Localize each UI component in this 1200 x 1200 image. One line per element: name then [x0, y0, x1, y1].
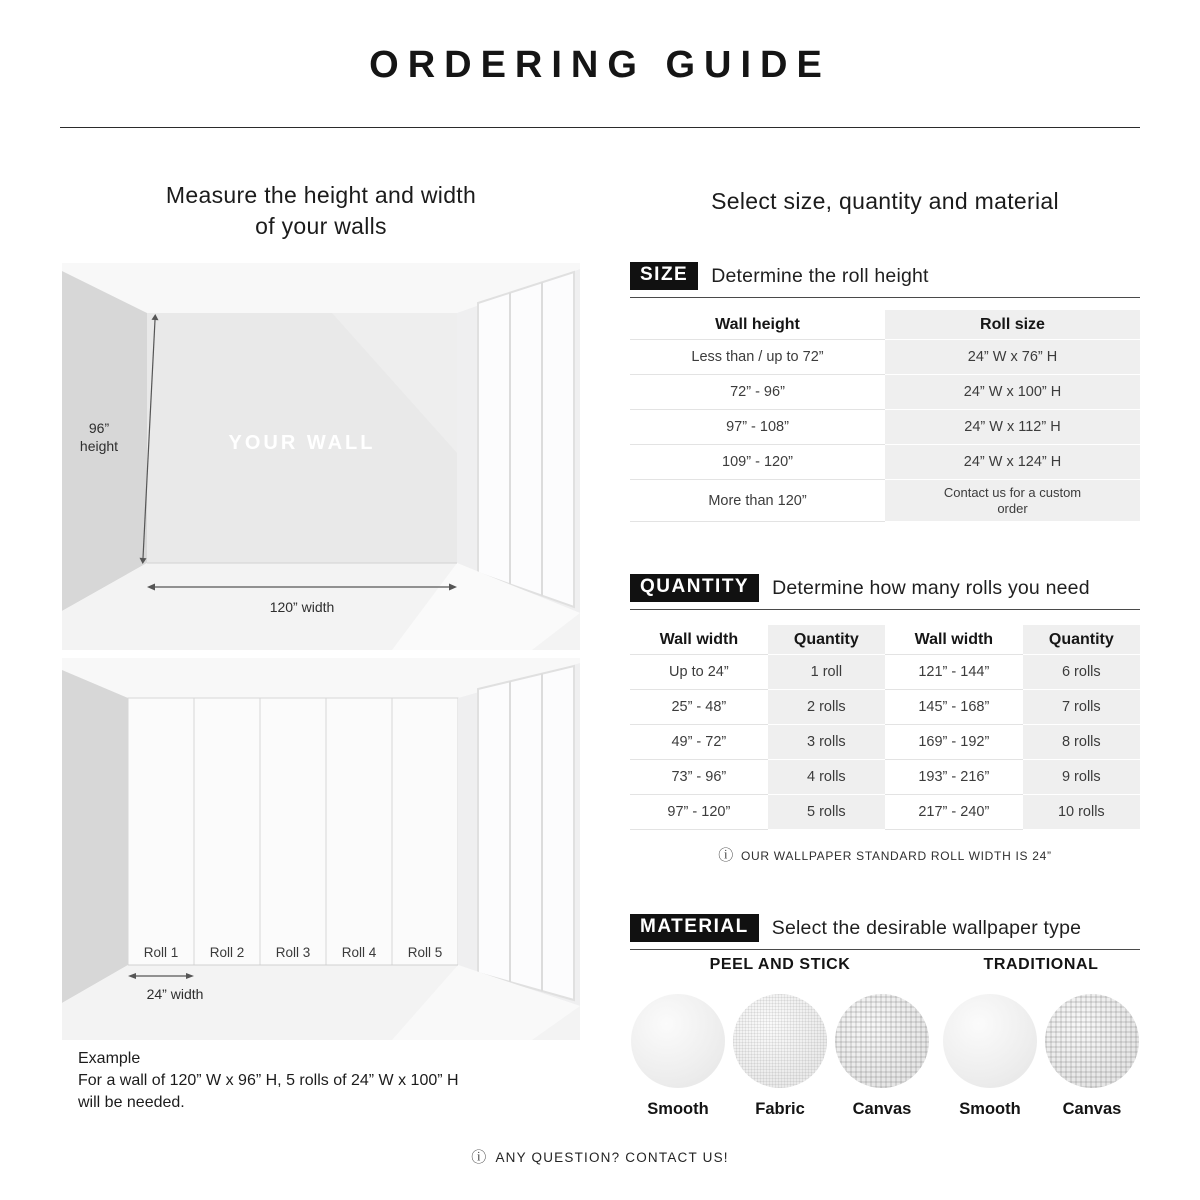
material-options — [630, 956, 1140, 1119]
quantity-cell: 8 rolls — [1023, 725, 1140, 760]
quantity-cell: 10 rolls — [1023, 795, 1140, 830]
size-table — [630, 310, 1140, 522]
quantity-table-row — [630, 760, 1140, 795]
example-note — [78, 1048, 459, 1114]
qty-col-quantity: Quantity — [768, 625, 885, 655]
your-wall-label: YOUR WALL — [228, 432, 376, 454]
quantity-subtitle: Determine how many rolls you need — [772, 576, 1090, 599]
size-subtitle: Determine the roll height — [711, 264, 929, 287]
height-dimension-word: height — [79, 438, 119, 454]
quantity-table — [630, 625, 1140, 830]
roll-panel — [260, 698, 326, 965]
size-col-wall-height: Wall height — [630, 310, 885, 340]
swatch-row — [630, 994, 930, 1119]
smooth-texture-sample — [631, 994, 725, 1088]
smooth-texture-sample — [943, 994, 1037, 1088]
swatch-label: Smooth — [959, 1100, 1021, 1118]
quantity-table-row — [630, 655, 1140, 690]
example-line1: For a wall of 120” W x 96” H, 5 rolls of 24” W x 100” H — [78, 1072, 459, 1089]
swatch-label: Smooth — [647, 1100, 709, 1118]
qty-col-wall-width: Wall width — [885, 625, 1023, 655]
roll-size-cell: 24” W x 124” H — [885, 445, 1140, 480]
swatch-row — [942, 994, 1140, 1119]
roll-label: Roll 2 — [209, 945, 245, 960]
page-title: ORDERING GUIDE — [369, 44, 831, 86]
swatch-label: Canvas — [1062, 1100, 1122, 1118]
info-icon: ⓘ — [718, 847, 734, 864]
quantity-cell: 4 rolls — [768, 760, 885, 795]
wall-height-cell: Less than / up to 72” — [630, 340, 885, 375]
quantity-cell: 7 rolls — [1023, 690, 1140, 725]
material-group-peel-and-stick — [630, 956, 930, 1119]
wall-width-cell: 73” - 96” — [630, 760, 768, 795]
roll-size-cell: 24” W x 100” H — [885, 375, 1140, 410]
wall-width-cell: 169” - 192” — [885, 725, 1023, 760]
swatch-canvas — [1044, 994, 1140, 1119]
right-column-heading: Select size, quantity and material — [711, 188, 1059, 214]
swatch-smooth — [942, 994, 1038, 1119]
size-col-roll-size: Roll size — [885, 310, 1140, 340]
roll-panel — [194, 698, 260, 965]
wall-height-cell: 109” - 120” — [630, 445, 885, 480]
roll-size-cell: 24” W x 76” H — [885, 340, 1140, 375]
left-column-heading — [62, 180, 580, 242]
size-table-row — [630, 340, 1140, 375]
quantity-table-row — [630, 690, 1140, 725]
quantity-table-row — [630, 725, 1140, 760]
wall-height-cell: More than 120” — [630, 480, 885, 522]
info-icon: ⓘ — [471, 1149, 488, 1166]
roll-note-text: OUR WALLPAPER STANDARD ROLL WIDTH IS 24” — [740, 848, 1052, 863]
roll-panel — [326, 698, 392, 965]
room-rolls-illustration — [62, 658, 580, 1040]
example-title: Example — [78, 1050, 141, 1067]
quantity-badge: QUANTITY — [630, 574, 759, 602]
quantity-cell: 6 rolls — [1023, 655, 1140, 690]
wall-width-cell: 121” - 144” — [885, 655, 1023, 690]
size-table-row — [630, 480, 1140, 522]
size-badge: SIZE — [630, 262, 698, 290]
wall-width-cell: 193” - 216” — [885, 760, 1023, 795]
size-table-row — [630, 375, 1140, 410]
swatch-canvas — [834, 994, 930, 1119]
custom-order-note: Contact us for a custom order — [943, 484, 1082, 516]
size-table-row — [630, 410, 1140, 445]
size-section-header — [630, 262, 1140, 298]
material-badge: MATERIAL — [630, 914, 759, 942]
material-group-title: PEEL AND STICK — [709, 956, 851, 973]
wall-height-cell: 97” - 108” — [630, 410, 885, 445]
quantity-cell: 3 rolls — [768, 725, 885, 760]
roll-label: Roll 5 — [407, 945, 443, 960]
roll-label: Roll 3 — [275, 945, 311, 960]
wall-width-cell: 49” - 72” — [630, 725, 768, 760]
roll-panel — [128, 698, 194, 965]
wall-width-cell: 145” - 168” — [885, 690, 1023, 725]
footer-contact — [0, 1150, 1200, 1165]
canvas-texture-sample — [835, 994, 929, 1088]
size-table-header-row — [630, 310, 1140, 340]
qty-col-quantity: Quantity — [1023, 625, 1140, 655]
left-heading-line1: Measure the height and width — [165, 182, 477, 208]
footer-text: ANY QUESTION? CONTACT US! — [495, 1150, 729, 1165]
fabric-texture-sample — [733, 994, 827, 1088]
roll-label: Roll 1 — [143, 945, 179, 960]
quantity-cell: 2 rolls — [768, 690, 885, 725]
room-measure-illustration — [62, 263, 580, 650]
quantity-cell: 5 rolls — [768, 795, 885, 830]
window-pane — [478, 272, 574, 607]
quantity-cell: 9 rolls — [1023, 760, 1140, 795]
roll-width-label: 24” width — [146, 986, 204, 1002]
swatch-smooth — [630, 994, 726, 1119]
quantity-cell: 1 roll — [768, 655, 885, 690]
swatch-fabric — [732, 994, 828, 1119]
quantity-table-header-row — [630, 625, 1140, 655]
size-table-row — [630, 445, 1140, 480]
quantity-table-row — [630, 795, 1140, 830]
left-wall-shape — [62, 670, 128, 1003]
material-group-title: TRADITIONAL — [983, 956, 1099, 973]
material-subtitle: Select the desirable wallpaper type — [771, 916, 1082, 939]
roll-size-cell: 24” W x 112” H — [885, 410, 1140, 445]
roll-panel — [392, 698, 458, 965]
title-divider — [60, 127, 1140, 128]
wall-width-cell: Up to 24” — [630, 655, 768, 690]
canvas-texture-sample — [1045, 994, 1139, 1088]
wall-width-cell: 97” - 120” — [630, 795, 768, 830]
wall-height-cell: 72” - 96” — [630, 375, 885, 410]
left-heading-line2: of your walls — [255, 213, 387, 239]
quantity-section-header — [630, 574, 1140, 610]
window-pane — [478, 666, 574, 1000]
width-dimension-label: 120” width — [269, 599, 335, 615]
wall-width-cell: 25” - 48” — [630, 690, 768, 725]
height-dimension-value: 96” — [88, 420, 110, 436]
wall-width-cell: 217” - 240” — [885, 795, 1023, 830]
material-group-traditional — [942, 956, 1140, 1119]
roll-label: Roll 4 — [341, 945, 377, 960]
material-section-header — [630, 914, 1140, 950]
swatch-label: Fabric — [755, 1100, 805, 1118]
qty-col-wall-width: Wall width — [630, 625, 768, 655]
roll-width-note — [630, 848, 1140, 863]
swatch-label: Canvas — [852, 1100, 912, 1118]
roll-size-cell — [885, 480, 1140, 522]
example-line2: will be needed. — [78, 1094, 185, 1111]
